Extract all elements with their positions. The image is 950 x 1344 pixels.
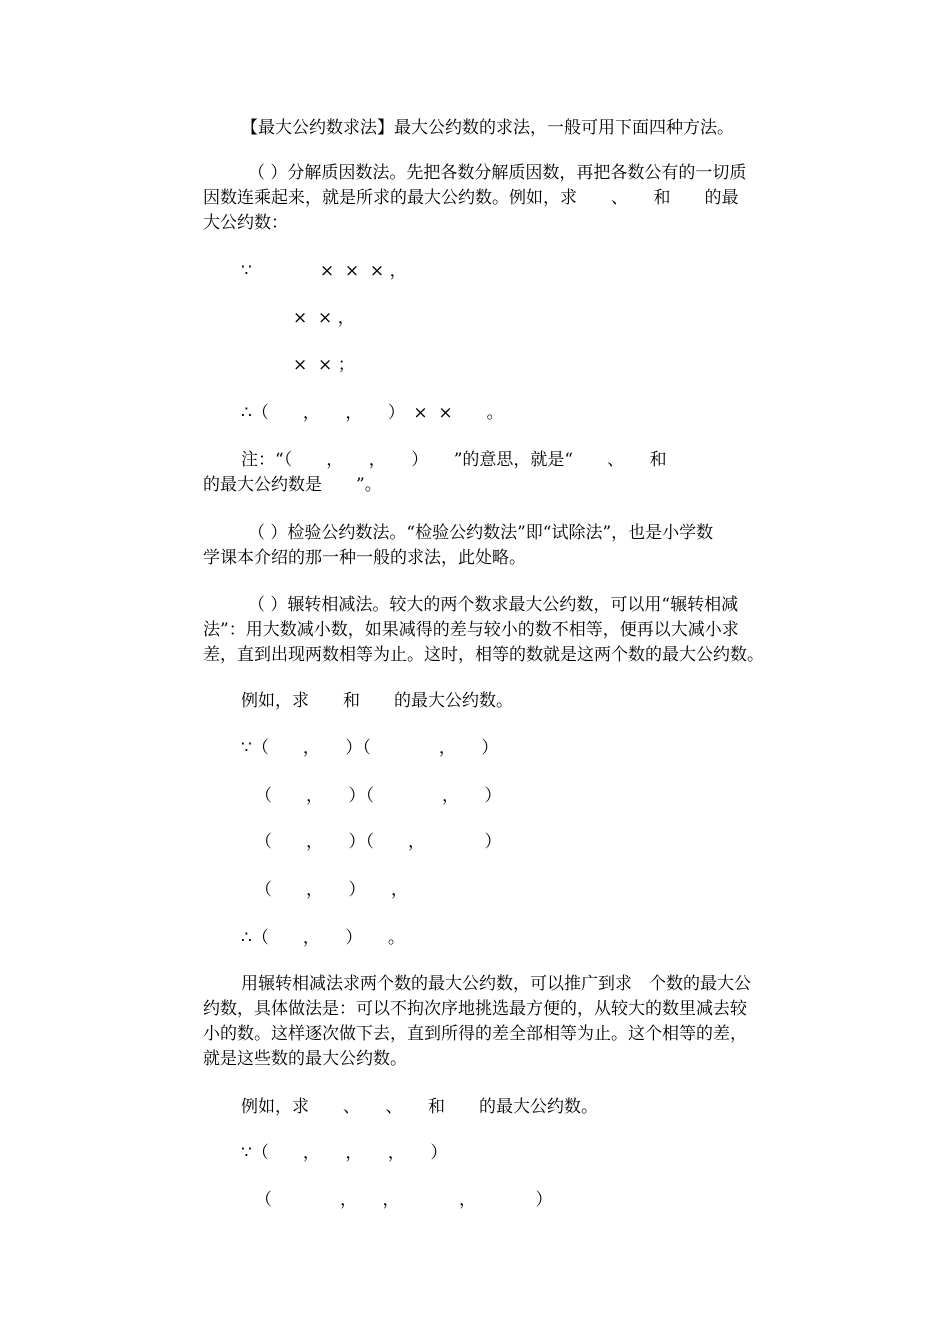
example2-step2: （ ， ， ， ） [255,1190,553,1210]
method2-line2: 学课本介绍的那一种一般的求法，此处略。 [203,548,526,568]
intro-line: 【最大公约数求法】最大公约数的求法，一般可用下面四种方法。 [241,118,734,138]
factor-line3: × × ； [293,355,355,375]
factor-line2: × × ， [293,308,355,328]
subtract-step1: ∵（ ， ）（ ， ） [241,738,499,758]
note-line1: 注：“（ ， ， ） ”的意思，就是“ 、 和 [241,450,667,470]
method1-line2: 因数连乘起来，就是所求的最大公约数。例如，求 、 和 的最 [203,188,739,208]
generalize-line4: 就是这些数的最大公约数。 [203,1049,407,1069]
generalize-line2: 约数，具体做法是：可以不拘次序地挑选最方便的，从较大的数里减去较 [203,999,747,1019]
method2-line1: （ ）检验公约数法。“检验公约数法”即“试除法”，也是小学数 [248,523,714,543]
factor-line1: ∵ × × × ， [241,261,407,281]
example2-step1: ∵（ ， ， ， ） [241,1143,448,1163]
method3-line3: 差，直到出现两数相等为止。这时，相等的数就是这两个数的最大公约数。 [203,645,764,665]
example1-intro: 例如，求 和 的最大公约数。 [241,691,513,711]
method1-line3: 大公约数： [203,213,288,233]
method3-line1: （ ）辗转相减法。较大的两个数求最大公约数，可以用“辗转相减 [248,595,739,615]
subtract-step2: （ ， ）（ ， ） [255,786,502,806]
subtract-result: ∴（ ， ） 。 [241,928,405,948]
generalize-line3: 小的数。这样逐次做下去，直到所得的差全部相等为止。这个相等的差， [203,1024,747,1044]
generalize-line1: 用辗转相减法求两个数的最大公约数，可以推广到求 个数的最大公 [241,974,751,994]
factor-result: ∴（ ， ， ） × × 。 [241,403,504,423]
example2-intro: 例如，求 、 、 和 的最大公约数。 [241,1097,598,1117]
note-line2: 的最大公约数是 ”。 [203,475,382,495]
subtract-step3: （ ， ）（ ， ） [255,832,502,852]
subtract-step4: （ ， ） ， [255,880,408,900]
method1-line1: （ ）分解质因数法。先把各数分解质因数，再把各数公有的一切质 [248,163,747,183]
method3-line2: 法”：用大数减小数，如果减得的差与较小的数不相等，便再以大减小求 [203,620,739,640]
